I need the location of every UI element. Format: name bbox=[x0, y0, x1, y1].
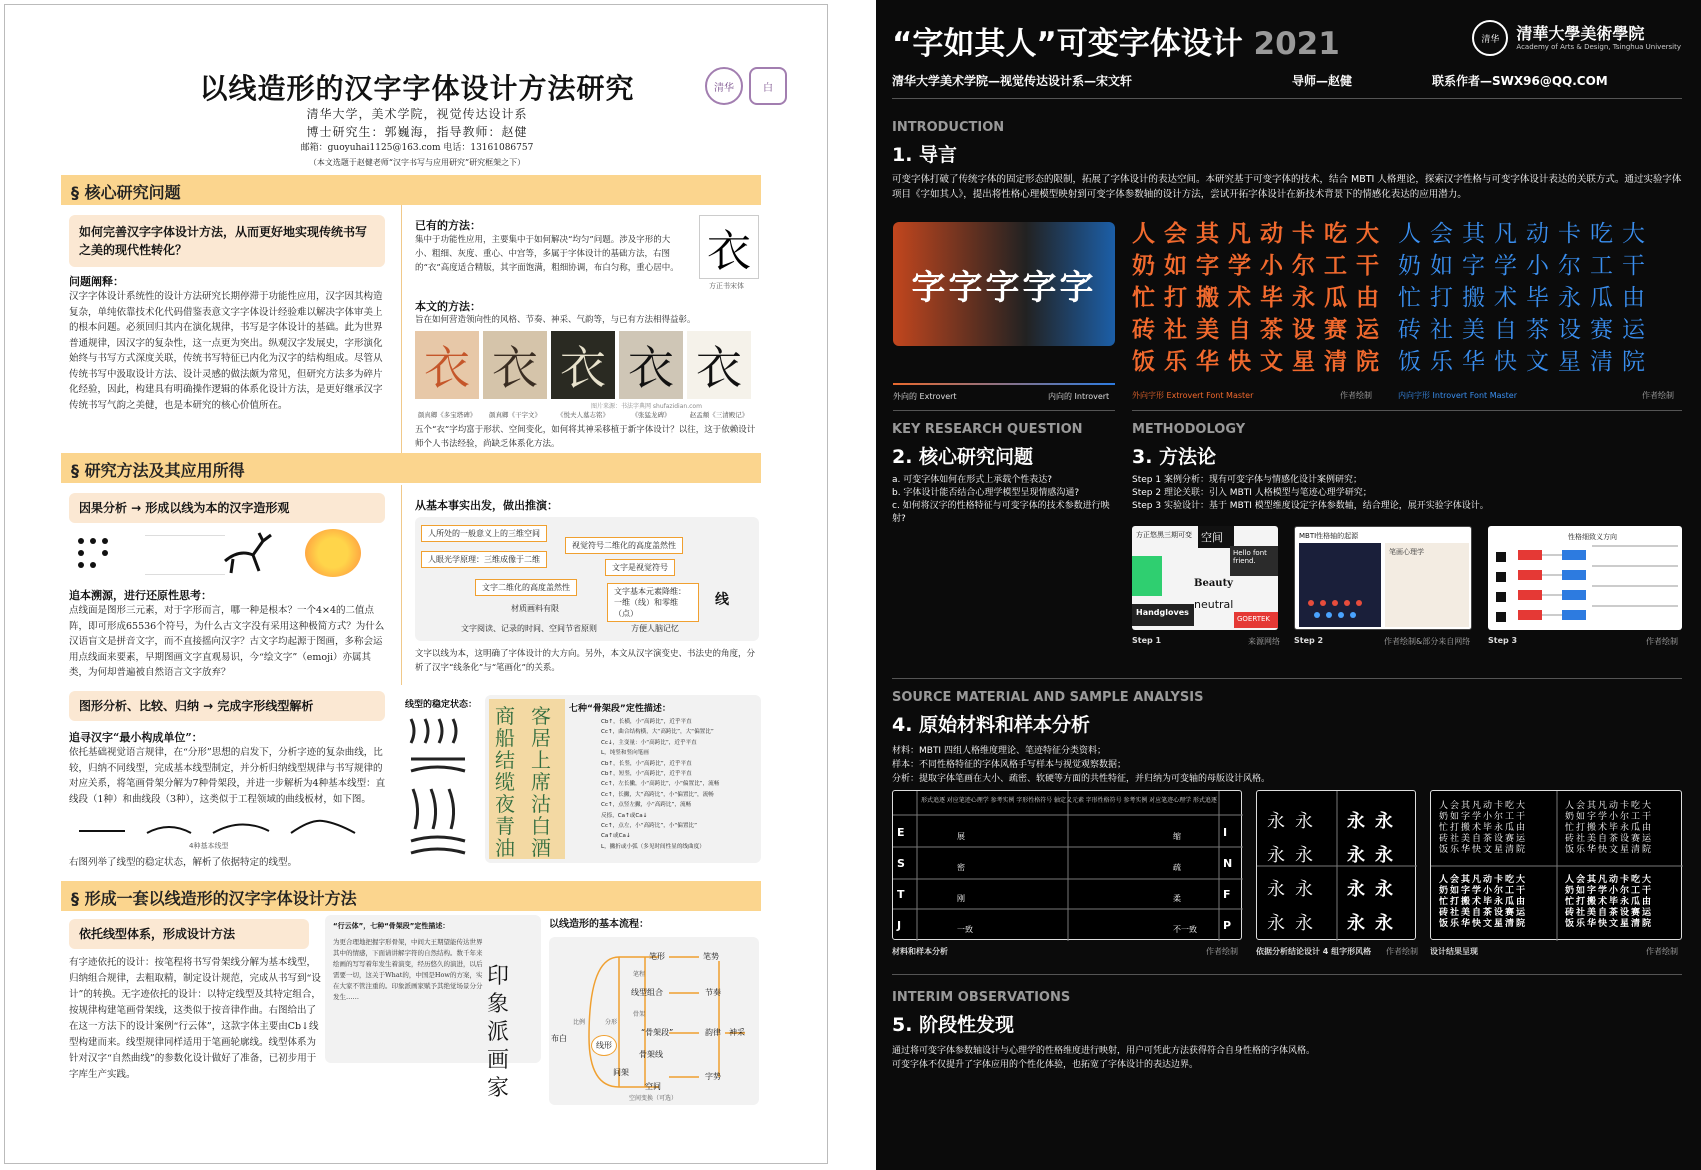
result-row: 饭乐华快文星清院 bbox=[1439, 845, 1528, 855]
calligraphy-caption-1: 颜真卿《多宝塔碑》 bbox=[417, 411, 477, 419]
yong-char: 永 bbox=[1375, 845, 1403, 866]
mbti-trait: 柔 bbox=[1173, 894, 1181, 903]
mbti-letter: I bbox=[1223, 826, 1228, 839]
seven-item: Cc↑，曲合结构横，大“高跨比”，大“偏置比” bbox=[601, 729, 714, 736]
scroll-text-2: 客居上席沽白酒 bbox=[531, 704, 551, 860]
logo-wordmark bbox=[1516, 25, 1681, 51]
calligraphy-sample-4: 衣 bbox=[619, 331, 683, 399]
table-header-cell: 形式追逐 bbox=[1192, 797, 1217, 804]
intro-heading: 1. 导言 bbox=[892, 144, 958, 166]
made-by-caption: 作者绘制 bbox=[1386, 947, 1418, 956]
charset-row: 饭乐华快文星清院 bbox=[1132, 349, 1388, 375]
yong-char: 永 bbox=[1347, 879, 1375, 900]
contact: 邮箱：guoyuhai1125@163.com 电话：13161086757 bbox=[300, 143, 534, 153]
seven-title: 七种“骨架段”定性描述： bbox=[569, 704, 671, 714]
extro-intro-axis bbox=[893, 383, 1115, 385]
seven-item: Cc↑，长撇，大“高跨比”，小“偏置比”，流畅 bbox=[601, 791, 714, 798]
result-row: 奶如字学小尔工干 bbox=[1565, 812, 1654, 822]
mbti-trait: 一致 bbox=[957, 925, 973, 934]
mbti-letter: S bbox=[897, 857, 905, 870]
yong-char: 永 bbox=[1295, 879, 1323, 900]
big-char: 象 bbox=[487, 992, 510, 1017]
thumb-text: MBTI性格轴的起源 bbox=[1299, 532, 1359, 540]
result-row: 砖社美自茶设赛运 bbox=[1565, 834, 1654, 844]
line-types-caption: 4种基本线型 bbox=[189, 842, 229, 850]
title-text: “字如其人”可变字体设计 bbox=[892, 26, 1243, 62]
table-header-cell: 参考实例 bbox=[1123, 797, 1148, 804]
existing-title: 已有的方法： bbox=[415, 219, 481, 232]
src-item: 分析：提取字体笔画在大小、疏密、软硬等方面的共性特征，并归纳为可变轴的母版设计风格。 bbox=[892, 774, 1271, 784]
mbti-letter: T bbox=[897, 888, 905, 901]
explain-text: 汉字字体设计系统性的设计方法研究长期停滞于功能性应用，汉字因其构造复杂，单纯依靠技术化代码借鉴表意文字字体设计经验难以解决字体审美上的根本问题。必须回归其内在演化规律，书写是字体设计的基础。此为世界普通规律，因汉字的复杂性，这一点更为突出。纵观汉字发展史，字形演化始终与书写方式深度关联，传统书写特征已内化为汉字的结构组成。尽管从传统书写中汲取设计方法、设计灵感的做法颇为常见，但研究方法多为碎片化经验，因此，构建具有明确操作逻辑的体系化设计方法，是更好继承汉字传统书写气韵之美健，也是本研究的核心价值所在。 bbox=[69, 291, 383, 411]
charset-row: 忙打搬术毕永瓜由 bbox=[1398, 285, 1654, 311]
seven-item: Cc↑，点左，小“高跨比”，小“偏置比” bbox=[601, 823, 697, 830]
divider bbox=[401, 485, 402, 685]
thumb-text: 空间 bbox=[1198, 526, 1234, 548]
scroll-panel bbox=[489, 699, 565, 859]
meth-step: Step 1 案例分析：现有可变字体与情感化设计案例研究； bbox=[1132, 475, 1362, 485]
thumb-text: GOERTEK bbox=[1234, 612, 1278, 628]
mbti-left-letters bbox=[897, 817, 917, 941]
result-row: 忙打搬术毕永瓜由 bbox=[1565, 897, 1654, 907]
step3-thumbnail bbox=[1488, 526, 1682, 630]
seven-item: Ca↑或Ca↓ bbox=[601, 833, 631, 840]
explain-title: 问题阐释： bbox=[69, 275, 124, 288]
thumb-text: 性格细致义方向 bbox=[1568, 533, 1617, 541]
result-row: 奶如字学小尔工干 bbox=[1565, 886, 1654, 896]
made-by-caption: 作者绘制 bbox=[1340, 391, 1372, 400]
big-char: 画 bbox=[487, 1048, 510, 1073]
proc-node: “骨架段” bbox=[641, 1028, 674, 1037]
variable-font-demo: 字字字字字 bbox=[893, 222, 1115, 346]
thumb-block bbox=[1132, 556, 1162, 596]
seven-item: L，撇折或小弧（多见时间性显的线曲度） bbox=[601, 843, 705, 850]
table-header-cell: 轴定义元素 bbox=[1053, 797, 1084, 804]
result-block-1 bbox=[1439, 801, 1551, 856]
proc-node: 神采 bbox=[729, 1028, 745, 1037]
calligraphy-caption-3: 《悦夫人墓志铭》 bbox=[557, 411, 609, 419]
thumb-text: Handgloves bbox=[1132, 604, 1194, 626]
proc-node: 字势 bbox=[705, 1072, 721, 1081]
result-row: 人会其凡动卡吃大 bbox=[1439, 875, 1528, 885]
meta-advisor: 导师—赵健 bbox=[1292, 74, 1353, 88]
logo-english: Academy of Arts & Design, Tsinghua University bbox=[1516, 43, 1681, 51]
extrovert-caption: 外向字形 Extrovert Font Master bbox=[1132, 391, 1254, 400]
result-row: 奶如字学小尔工干 bbox=[1439, 886, 1528, 896]
seven-list bbox=[601, 717, 759, 852]
step3-source: 作者绘制 bbox=[1646, 637, 1678, 646]
meth-en: METHODOLOGY bbox=[1132, 422, 1246, 437]
calligraphy-sample-2: 衣 bbox=[483, 331, 547, 399]
step3-label: Step 3 bbox=[1488, 636, 1518, 645]
affiliation: 清华大学，美术学院，视觉传达设计系 bbox=[306, 107, 528, 121]
skeleton-panel bbox=[485, 695, 761, 863]
yong-samples-right bbox=[1347, 805, 1403, 941]
src-list bbox=[892, 744, 1682, 786]
charset-row: 人会其凡动卡吃大 bbox=[1398, 221, 1654, 247]
emoji-illustration bbox=[305, 529, 361, 577]
made-by-caption: 作者绘制 bbox=[1646, 947, 1678, 956]
poster-title: 以线造形的汉字字体设计方法研究 bbox=[199, 72, 635, 105]
flow-node: 文字是视觉符号 bbox=[605, 559, 675, 576]
introvert-charset bbox=[1398, 218, 1654, 378]
divider bbox=[892, 98, 1682, 99]
charset-row: 忙打搬术毕永瓜由 bbox=[1132, 285, 1388, 311]
calligraphy-sample-5: 衣 bbox=[687, 331, 751, 399]
table-header bbox=[921, 795, 1217, 804]
yong-char: 永 bbox=[1295, 913, 1323, 934]
flow-node: 人眼光学原理：三维成像于二维 bbox=[421, 551, 547, 568]
seven-item: Cb↑，长横，小“高跨比”，近乎平直 bbox=[601, 719, 692, 725]
process-title: 以线造形的基本流程： bbox=[549, 919, 649, 930]
stable-title: 线型的稳定状态： bbox=[405, 700, 478, 710]
thumb-text: Hello font friend. bbox=[1230, 546, 1278, 576]
yong-char: 永 bbox=[1295, 811, 1323, 832]
thumb-text: neutral bbox=[1194, 598, 1234, 611]
table-header-cell: 字形性格符号 bbox=[1085, 797, 1122, 804]
table-header-cell: 形式追逐 bbox=[921, 797, 946, 804]
mbti-trait: 不一致 bbox=[1173, 925, 1197, 934]
result-row: 砖社美自茶设赛运 bbox=[1439, 834, 1528, 844]
mbti-trait: 展 bbox=[957, 832, 965, 841]
seven-item: Cc↑，点竖左撇，小“高跨比”，流畅 bbox=[601, 802, 692, 809]
mbti-analysis-table bbox=[892, 790, 1242, 940]
section-heading-2: § 研究方法及其应用所得 bbox=[61, 453, 761, 483]
authors: 博士研究生：郭巍海，指导教师：赵健 bbox=[306, 125, 528, 139]
thumb-text: Beauty bbox=[1194, 578, 1233, 589]
yong-char: 永 bbox=[1375, 811, 1403, 832]
mbti-mid-left bbox=[957, 821, 973, 945]
table-header-cell: 参考实例 bbox=[990, 797, 1015, 804]
meta-school: 清华大学美术学院—视觉传达设计系—宋文轩 bbox=[892, 74, 1133, 88]
result-row: 砖社美自茶设赛运 bbox=[1565, 908, 1654, 918]
charset-row: 人会其凡动卡吃大 bbox=[1132, 221, 1388, 247]
mbti-chart-image bbox=[1299, 543, 1381, 627]
seal-icon: 清华 bbox=[1472, 20, 1508, 56]
step1-label: Step 1 bbox=[1132, 636, 1162, 645]
proc-node: 线型组合 bbox=[631, 988, 663, 997]
yong-char: 永 bbox=[1295, 845, 1323, 866]
calligraphy-sample-1: 衣 bbox=[415, 331, 479, 399]
krq-item: c. 如何将汉字的性格特征与可变字体的技术参数进行映射? bbox=[892, 501, 1110, 524]
charset-row: 砖社美自茶设赛运 bbox=[1398, 317, 1654, 343]
demo-char: 衣 bbox=[699, 215, 759, 279]
trace-text: 点线面是图形三元素，对于字形而言，哪一种是根本？一个4×4的二值点阵，即可形成65536个符号，为什么古文字没有采用这种极简方式？为什么汉语盲文是拼音文字，而不直接摇向汉字？古文字均起源于图画，多称会运用点线面来要素，早期图画文字直观易识，今“绘文字”（emoji）亦属其类，为何却普遍被自然语言文字放弃？ bbox=[69, 605, 385, 678]
krq-list bbox=[892, 474, 1114, 526]
method-question-1: 因果分析 → 形成以线为本的汉字造形观 bbox=[69, 493, 385, 523]
mbti-trait: 密 bbox=[957, 863, 965, 872]
proc-node: 韵律 bbox=[705, 1028, 721, 1037]
case-title: “行云体”，七种“骨架段”定性描述： bbox=[333, 922, 450, 930]
proc-node: 布白 bbox=[551, 1034, 567, 1043]
result-row: 人会其凡动卡吃大 bbox=[1565, 801, 1654, 811]
design-text: 有字迹依托的设计：按笔程将书写骨架线分解为基本线型，归纳组合规律，去粗取精，制定设计规范，完成从书写到“设计”的转换。无字迹依托的设计：以特定线型及其特定组合，按规律构建笔画骨架线，这类似于按音律作曲。右图给出了在这一方法下的设计案例“行云体”，这款字体主要由Cb↓线型构建而来。线型规律同样适用于笔画轮廓线。线型体系为针对汉字“自然曲线”的参数化设计做好了准备，已初步用于字库生产实践。 bbox=[69, 957, 321, 1080]
proc-node: 间架 bbox=[613, 1068, 629, 1077]
yong-char: 永 bbox=[1375, 879, 1403, 900]
calligraphy-note: 五个“衣”字均富于形状、空间变化，如何将其神采移植于新字体设计？以往，这于依赖设计师个人书法经验，尚缺乏体系化方法。 bbox=[415, 425, 756, 449]
title-year: 2021 bbox=[1253, 26, 1340, 62]
flow-node: 视觉符号二维化的高度盖然性 bbox=[565, 537, 683, 554]
intro-en: INTRODUCTION bbox=[892, 120, 1005, 135]
step2-label: Step 2 bbox=[1294, 636, 1324, 645]
step3-diagram bbox=[1488, 526, 1682, 630]
step2-thumbnail bbox=[1294, 526, 1472, 630]
big-char: 家 bbox=[487, 1076, 510, 1101]
result-row: 人会其凡动卡吃大 bbox=[1439, 801, 1528, 811]
scroll-text-1: 商船结缆夜青油 bbox=[495, 704, 515, 860]
mbti-trait: 疏 bbox=[1173, 863, 1181, 872]
case-text: 为更合理地把握字形骨架，中间大王期望能传达世界其中的情感，下面请讲解字符的自然结构。数千年来绘画的写写着年发生着演变，经历悠久的演进，以后需要一切，这关于What的，中国是How的方案，实在大家不管注重的。印象派画家赋予其绝觉场景分分发生…… bbox=[333, 938, 483, 1001]
result-row: 忙打搬术毕永瓜由 bbox=[1565, 823, 1654, 833]
charset-row: 奶如字学小尔工干 bbox=[1398, 253, 1654, 279]
result-block-4 bbox=[1565, 875, 1677, 930]
meth-step: Step 2 理论关联：引入 MBTI 人格模型与笔迹心理学研究； bbox=[1132, 488, 1372, 498]
obs-item: 可变字体不仅提升了字体应用的个性化体验，也拓宽了字体设计的表达边界。 bbox=[892, 1060, 1199, 1070]
mbti-letter: N bbox=[1223, 857, 1233, 870]
proc-node: 分形 bbox=[605, 1019, 618, 1026]
result-row: 忙打搬术毕永瓜由 bbox=[1439, 823, 1528, 833]
demo-char-caption: 方正书宋体 bbox=[709, 282, 744, 290]
style-groups-grid bbox=[1256, 790, 1416, 940]
proc-node: 线形 bbox=[591, 1035, 617, 1056]
design-question: 依托线型体系，形成设计方法 bbox=[69, 919, 309, 949]
grid-caption: 依据分析结论设计 4 组字形风格 bbox=[1256, 947, 1372, 956]
krq-heading: 2. 核心研究问题 bbox=[892, 446, 1034, 468]
deduction-flowchart bbox=[415, 517, 759, 641]
divider bbox=[892, 974, 1682, 975]
min-title: 追寻汉字“最小构成单位”： bbox=[69, 731, 203, 744]
tsinghua-logo bbox=[1472, 20, 1681, 56]
result-caption: 设计结果呈现 bbox=[1430, 947, 1478, 956]
proc-node: 骨架 bbox=[633, 1011, 646, 1018]
step1-source: 来源网络 bbox=[1248, 637, 1280, 646]
meth-heading: 3. 方法论 bbox=[1132, 446, 1217, 468]
src-en: SOURCE MATERIAL AND SAMPLE ANALYSIS bbox=[892, 690, 1204, 705]
deduce-title: 从基本事实出发，做出推演： bbox=[415, 499, 558, 512]
flow-node: 文字二维化的高度盖然性 bbox=[475, 579, 577, 596]
flow-node: 文字基本元素降维：一维（线）和零维（点） bbox=[607, 583, 699, 622]
divider bbox=[893, 410, 1115, 411]
section-heading-3: § 形成一套以线造形的汉字字体设计方法 bbox=[61, 881, 761, 911]
proc-node: 节奏 bbox=[705, 988, 721, 997]
tsinghua-seal-logo: 清华 bbox=[705, 67, 743, 105]
made-by-caption: 作者绘制 bbox=[1206, 947, 1238, 956]
seven-item: Cb↑，短竖，小“高跨比”，近乎平直 bbox=[601, 771, 692, 778]
thumb-text: 方正悠黑三期可变 bbox=[1136, 531, 1192, 539]
obs-list bbox=[892, 1044, 1682, 1072]
flow-node: 方便人脑记忆 bbox=[631, 624, 679, 633]
mbti-trait: 刚 bbox=[957, 894, 965, 903]
seven-item: Cc↑，左长撇，小“高跨比”，小“偏置比”，流畅 bbox=[601, 781, 720, 788]
step1-thumbnail bbox=[1132, 526, 1278, 630]
table-header-cell: 字形性格符号 bbox=[1016, 797, 1053, 804]
calligraphy-sample-3: 衣 bbox=[551, 331, 615, 399]
proc-node: 笔形 bbox=[649, 952, 665, 961]
table-caption: 材料和样本分析 bbox=[892, 947, 948, 956]
min-text: 依托基础视觉语言规律，在“分形”思想的启发下，分析字迹的复杂曲线，比较，归纳不同线型，完成基本线型制定，并分析归纳线型规律与书写规律的对应关系，将笔画骨架分解为7种骨架段，并进一步解析为4种基本线型：直线段（1种）和曲线段（3种），这类似于工程领域的曲线板材，如下图。 bbox=[69, 747, 386, 805]
flow-node: 人所处的一般意义上的三维空间 bbox=[421, 525, 547, 542]
step2-source: 作者绘制&部分来自网络 bbox=[1384, 637, 1471, 646]
divider bbox=[892, 678, 1682, 679]
academy-logo: 白 bbox=[749, 67, 787, 105]
made-by-caption: 作者绘制 bbox=[1642, 391, 1674, 400]
impressionist-chars bbox=[487, 963, 527, 1103]
result-block-2 bbox=[1565, 801, 1677, 856]
section-heading-1: § 核心研究问题 bbox=[61, 175, 761, 205]
result-row: 饭乐华快文星清院 bbox=[1439, 919, 1528, 929]
mbti-mid-right bbox=[1173, 821, 1197, 945]
method-question-2: 图形分析、比较、归纳 → 完成字形线型解析 bbox=[69, 691, 385, 721]
dot-matrix-illustration bbox=[75, 535, 135, 575]
seven-item: Cb↑，长竖，小“高跨比”，近乎平直 bbox=[601, 760, 692, 767]
line-types-illustration bbox=[75, 813, 375, 839]
divider bbox=[1132, 410, 1682, 411]
proc-node: 笔程 bbox=[633, 971, 646, 978]
table-header-cell: 对应笔迹心理学 bbox=[946, 797, 989, 804]
design-result-grid bbox=[1430, 790, 1682, 940]
mbti-letter: F bbox=[1223, 888, 1231, 901]
process-flowchart bbox=[549, 937, 759, 1105]
mbti-trait: 缩 bbox=[1173, 832, 1181, 841]
axis-left-label: 外向的 Extrovert bbox=[893, 392, 957, 401]
flow-result: 线 bbox=[715, 592, 729, 608]
divider bbox=[401, 205, 402, 455]
mbti-letter: E bbox=[897, 826, 905, 839]
result-row: 饭乐华快文星清院 bbox=[1565, 919, 1654, 929]
stable-lines-illustration bbox=[405, 713, 479, 863]
topic-note: （本文选题于赵健老师“汉字书写与应用研究”研究框架之下） bbox=[308, 158, 526, 167]
left-poster bbox=[4, 4, 828, 1164]
proc-node: 空间 bbox=[645, 1082, 661, 1091]
meth-list bbox=[1132, 474, 1682, 513]
result-block-3 bbox=[1439, 875, 1551, 930]
obs-en: INTERIM OBSERVATIONS bbox=[892, 990, 1071, 1005]
result-row: 砖社美自茶设赛运 bbox=[1439, 908, 1528, 918]
introvert-caption: 内向字形 Introvert Font Master bbox=[1398, 391, 1518, 400]
meta-contact: 联系作者—SWX96@QQ.COM bbox=[1432, 74, 1608, 88]
extrovert-charset bbox=[1132, 218, 1388, 378]
result-row: 饭乐华快文星清院 bbox=[1565, 845, 1654, 855]
right-poster-title bbox=[892, 18, 1340, 63]
image-source: 图片来源：书法字典网 shufazidian.com bbox=[591, 403, 702, 410]
proc-node: 比例 bbox=[573, 1019, 586, 1026]
krq-item: b. 字体设计能否结合心理学模型呈现情感沟通? bbox=[892, 488, 1080, 498]
result-row: 奶如字学小尔工干 bbox=[1439, 812, 1528, 822]
obs-item: 通过将可变字体参数轴设计与心理学的性格维度进行映射，用户可凭此方法获得符合自身性格的字体风格。 bbox=[892, 1046, 1316, 1056]
ours-title: 本文的方法： bbox=[415, 300, 481, 313]
table-header-cell: 对应笔迹心理学 bbox=[1149, 797, 1192, 804]
charset-row: 饭乐华快文星清院 bbox=[1398, 349, 1654, 375]
logo-group bbox=[705, 67, 787, 105]
big-char: 印 bbox=[487, 964, 510, 989]
mbti-right-letters bbox=[1223, 817, 1243, 941]
yong-char: 永 bbox=[1375, 913, 1403, 934]
proc-node: 骨架线 bbox=[639, 1050, 663, 1059]
yong-char: 永 bbox=[1267, 913, 1295, 934]
axis-right-label: 内向的 Introvert bbox=[1048, 392, 1110, 401]
existing-text: 集中于功能性应用，主要集中于如何解决“均匀”问题。涉及字形的大小、粗细、灰度、重心、中宫等，多属于字体设计的基础方法，右图的“衣”高度适合精版，其字面饱满，粗细协调，布白匀称，重心居中。 bbox=[415, 235, 679, 273]
charset-row: 砖社美自茶设赛运 bbox=[1132, 317, 1388, 343]
yong-char: 永 bbox=[1267, 811, 1295, 832]
meth-step: Step 3 实验设计：基于 MBTI 模型维度设定字体参数轴，结合理论，展开实验字体设计。 bbox=[1132, 501, 1489, 511]
seven-item: L，纯竖和竖向笔画 bbox=[601, 750, 649, 757]
logo-name: 清華大學美術學院 bbox=[1516, 24, 1645, 43]
src-item: 材料：MBTI 四组人格维度理论、笔迹特征分类资料； bbox=[892, 746, 1106, 756]
ours-text: 旨在如何营造领向性的风格、节奏、神采、气韵等，与已有方法相得益彰。 bbox=[415, 315, 696, 325]
flow-note: 文字以线为本，这明确了字体设计的大方向。另外，本文从汉字演变史、书法史的角度，分析了汉字“线条化”与“笔画化”的关系。 bbox=[415, 649, 756, 673]
krq-en: KEY RESEARCH QUESTION bbox=[892, 422, 1083, 437]
yong-char: 永 bbox=[1347, 913, 1375, 934]
big-char: 派 bbox=[487, 1020, 510, 1045]
src-heading: 4. 原始材料和样本分析 bbox=[892, 714, 1091, 736]
seven-item: Cc↓，主变量：小“高跨比”，近乎平直 bbox=[601, 739, 697, 746]
charset-row: 奶如字学小尔工干 bbox=[1132, 253, 1388, 279]
result-row: 忙打搬术毕永瓜由 bbox=[1439, 897, 1528, 907]
right-poster bbox=[876, 0, 1701, 1170]
src-item: 样本：不同性格特征的字体风格手写样本与视觉观察数据； bbox=[892, 760, 1127, 770]
calligraphy-caption-4: 《张猛龙碑》 bbox=[631, 411, 671, 419]
braille-table bbox=[145, 535, 225, 575]
seven-item: 反捺，Ca↑或Ca↓ bbox=[601, 812, 648, 819]
krq-item: a. 可变字体如何在形式上承载个性表达? bbox=[892, 475, 1053, 485]
yong-char: 永 bbox=[1347, 845, 1375, 866]
calligraphy-caption-2: 颜真卿《干字文》 bbox=[489, 411, 541, 419]
yong-char: 永 bbox=[1267, 879, 1295, 900]
core-question: 如何完善汉字字体设计方法，从而更好地实现传统书写之美的现代性转化？ bbox=[69, 215, 385, 267]
calligraphy-caption-5: 赵孟頫《三清殿记》 bbox=[689, 411, 749, 419]
flow-node: 文字阅读、记录的时间、空间节省原则 bbox=[461, 624, 597, 633]
mbti-letter: P bbox=[1223, 919, 1232, 932]
flow-node: 材质画料有限 bbox=[511, 604, 559, 613]
proc-node: 空间变换（可选） bbox=[629, 1095, 678, 1102]
result-row: 人会其凡动卡吃大 bbox=[1565, 875, 1654, 885]
intro-text: 可变字体打破了传统字体的固定形态的限制，拓展了字体设计的表达空间。本研究基于可变字体的技术，结合 MBTI 人格理论，探索汉字性格与可变字体设计表达的关联方式。通过实验字体项目《字如其人》，提出将性格心理模型映射到可变字体参数轴的设计方法，尝试开拓字体设计在新技术背景下的情感化表达的应用潜力。 bbox=[892, 174, 1682, 200]
thumb-text: 笔画心理学 bbox=[1385, 543, 1469, 627]
trace-title: 追本溯源，进行还原性思考： bbox=[69, 589, 212, 602]
yong-samples-left bbox=[1267, 805, 1323, 941]
yong-char: 永 bbox=[1267, 845, 1295, 866]
yong-char: 永 bbox=[1347, 811, 1375, 832]
min-note: 右图列举了线型的稳定状态，解析了依据特定的线型。 bbox=[69, 857, 298, 868]
proc-node: 笔势 bbox=[703, 952, 719, 961]
obs-heading: 5. 阶段性发现 bbox=[892, 1014, 1015, 1036]
mbti-letter: J bbox=[897, 919, 902, 932]
deer-pictograph bbox=[219, 531, 279, 575]
